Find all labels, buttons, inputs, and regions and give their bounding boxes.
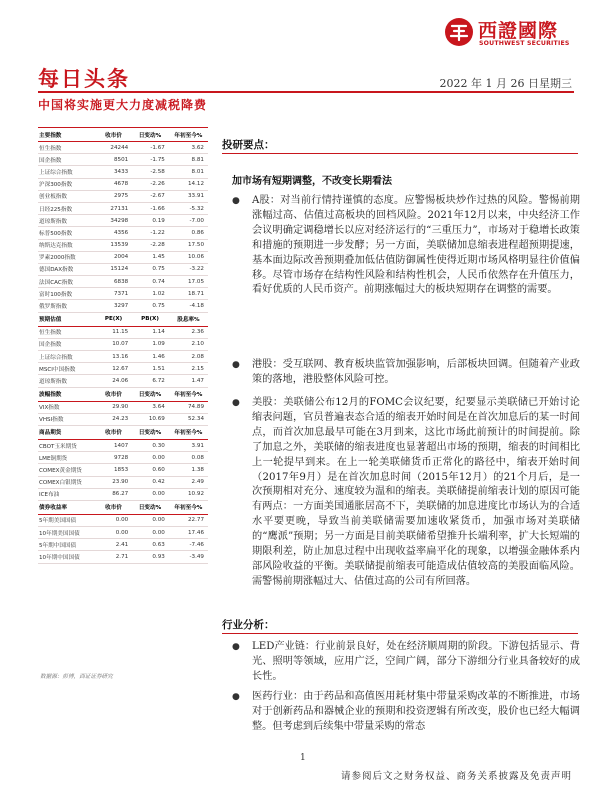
table-cell-value: 1.38 (168, 464, 208, 476)
bullet-text: 医药行业：由于药品和高值医用耗材集中带量采购改革的不断推进，市场对于创新药品和器械企业的预期和投资逻辑有所改变，股价也已经大幅调整。但考虑到后续集中带量采购的常态 (252, 691, 580, 732)
table-cell-value: 2.10 (168, 338, 208, 350)
table-cell-value: 22.77 (168, 514, 208, 526)
table-cell-value: 52.34 (168, 413, 208, 425)
table-row (38, 351, 208, 363)
table-cell-value: 2.41 (95, 539, 131, 551)
table-cell-value: 4678 (95, 178, 131, 190)
table-header-row (38, 128, 208, 142)
page-number: 1 (300, 753, 306, 763)
table-cell-value: 24244 (95, 142, 131, 154)
table-cell-value: 3433 (95, 166, 131, 178)
table-cell-value: 17.46 (168, 527, 208, 539)
table-cell-value: 1853 (95, 464, 131, 476)
table-cell-name: 纳斯达克指数 (38, 239, 95, 251)
table-cell-name: MSCI中国指数 (38, 363, 95, 375)
table-cell-name: COMEX白银期货 (38, 476, 95, 488)
table-header-cell: 年初至今% (168, 500, 208, 514)
table-header-cell: 年初至今% (168, 425, 208, 439)
table-cell-value: 0.93 (131, 551, 168, 563)
bullet-icon: ● (232, 398, 240, 408)
table-cell-name: 法国CAC指数 (38, 276, 95, 288)
data-source-note: 数据源：彭博，西证证券研究 (40, 674, 113, 680)
table-row (38, 263, 208, 275)
table-cell-value: 0.60 (131, 464, 168, 476)
table-cell-value: 1.02 (131, 288, 168, 300)
bullet-icon: ● (232, 642, 240, 652)
table-cell-value: -1.67 (131, 142, 168, 154)
table-row (38, 464, 208, 476)
table-cell-value: 10.06 (168, 251, 208, 263)
table-cell-name: 5年期中国国债 (38, 539, 95, 551)
table-header-cell: 预期估值 (38, 312, 95, 326)
table-cell-value: 12.67 (95, 363, 131, 375)
table-cell-value: 1.47 (168, 375, 208, 387)
table-cell-value: 10.92 (168, 488, 208, 500)
table-header-row (38, 500, 208, 514)
table-row (38, 190, 208, 202)
report-title: 每日头条 (38, 67, 130, 91)
report-date: 2022 年 1 月 26 日星期三 (439, 77, 572, 90)
table-cell-value: 0.30 (131, 439, 168, 451)
header-divider (38, 91, 574, 93)
table-cell-value: 11.15 (95, 326, 131, 338)
report-subtitle: 中国将实施更大力度减税降费 (38, 98, 208, 112)
bullet-text: 美股：美联储公布12月的FOMC会议纪要，纪要显示美联储已开始讨论缩表问题，官员普遍表态合适的缩表开始时间是在首次加息后的某一时间点，而首次加息最早可能在3月到来，这比市场此前预计的时间提前。除了加息之外，美联储的缩表进度也显著超出市场的预期，缩表的时间相比上一轮提早到来。在上一轮美联储货币正常化的路径中，缩表开始时间（2017年9月）是在首次加息时间（2015年12月）的21个月后，是一次预期相对充分、速度较为温和的缩表。美联储提前缩表计划的原因可能有两点：一方面美国通胀居高不下，美联储的加息进度比市场认为的合适水平要更晚，导致当前美联储需要加速收紧货币，加强市场对美联储的“鹰派”预期；另一方面是目前美联储希望推升长端利率，扩大长短端的期限利差，防止加息过程中出现收益率扁平化的现象，以增强金融体系内部风险收益的平衡。美联储提前缩表可能造成估值较高的美股面临风险。需警惕前期涨幅过大、估值过高的公司有所回落。 (252, 397, 580, 587)
table-cell-value: 27131 (95, 202, 131, 214)
table-row (38, 215, 208, 227)
table-cell-value: 24.06 (95, 375, 131, 387)
table-cell-name: 5年期美国国债 (38, 514, 95, 526)
table-cell-name: 罗素2000指数 (38, 251, 95, 263)
table-cell-value: 17.05 (168, 276, 208, 288)
table-cell-value: 1.45 (131, 251, 168, 263)
table-cell-value: 0.63 (131, 539, 168, 551)
bullet-pharma-industry (232, 690, 580, 735)
table-cell-name: 国企指数 (38, 154, 95, 166)
table-header-cell: 收市价 (95, 128, 131, 142)
table-header-cell: 股息率% (168, 312, 208, 326)
table-row (38, 300, 208, 312)
table-cell-value: -1.22 (131, 227, 168, 239)
table-header-cell: 债券收益率 (38, 500, 95, 514)
table-header-cell: 年初至今% (168, 128, 208, 142)
table-row (38, 375, 208, 387)
table-cell-name: 富时100指数 (38, 288, 95, 300)
table-cell-value: 0.19 (131, 215, 168, 227)
table-row (38, 488, 208, 500)
table-cell-name: 道琼斯指数 (38, 375, 95, 387)
table-row (38, 142, 208, 154)
table-cell-value: 0.00 (131, 452, 168, 464)
table-cell-name: VHSI指数 (38, 413, 95, 425)
table-cell-name: LME铜期货 (38, 452, 95, 464)
table-header-cell: 主要指数 (38, 128, 95, 142)
brand-name-en: SOUTHWEST SECURITIES (479, 40, 570, 47)
table-cell-value: 1.14 (131, 326, 168, 338)
table-cell-value: 1.09 (131, 338, 168, 350)
table-cell-value: 29.90 (95, 401, 131, 413)
subsection-title: 加市场有短期调整，不改变长期看法 (232, 176, 392, 187)
table-cell-value: 8.01 (168, 166, 208, 178)
table-header-cell: 收市价 (95, 387, 131, 401)
table-cell-name: 恒生指数 (38, 142, 95, 154)
table-cell-value: 1407 (95, 439, 131, 451)
table-cell-value: 3.91 (168, 439, 208, 451)
table-cell-name: 德国DAX指数 (38, 263, 95, 275)
table-cell-value: 2.08 (168, 351, 208, 363)
table-row (38, 288, 208, 300)
table-cell-value: -7.00 (168, 215, 208, 227)
table-cell-name: 上证综合指数 (38, 166, 95, 178)
table-cell-value: 1.46 (131, 351, 168, 363)
table-cell-value: 74.89 (168, 401, 208, 413)
table-cell-value: 0.74 (131, 276, 168, 288)
table-header-cell: 收市价 (95, 425, 131, 439)
table-cell-value: 6.72 (131, 375, 168, 387)
table-cell-name: CBOT玉米期货 (38, 439, 95, 451)
table-cell-value: 6838 (95, 276, 131, 288)
table-row (38, 227, 208, 239)
table-cell-value: -3.22 (168, 263, 208, 275)
table-cell-value: -7.46 (168, 539, 208, 551)
table-row (38, 539, 208, 551)
table-cell-value: -5.32 (168, 202, 208, 214)
table-cell-value: 24.23 (95, 413, 131, 425)
section-divider (222, 153, 578, 154)
table-row (38, 413, 208, 425)
bullet-hk-stocks (232, 358, 580, 388)
bullet-text: 港股：受互联网、教育板块监管加强影响，后部板块回调。但随着产业政策的落地，港股整体风险可控。 (252, 359, 580, 385)
table-cell-value: 10.07 (95, 338, 131, 350)
bullet-a-shares (232, 194, 580, 298)
table-cell-value: 10.69 (131, 413, 168, 425)
table-header-row (38, 312, 208, 326)
table-cell-value: 2004 (95, 251, 131, 263)
table-cell-value: 14.12 (168, 178, 208, 190)
table-cell-name: 10年期美国国债 (38, 527, 95, 539)
table-cell-value: 0.00 (131, 527, 168, 539)
table-cell-value: 0.08 (168, 452, 208, 464)
table-cell-value: 34298 (95, 215, 131, 227)
table-header-row (38, 425, 208, 439)
section-title-key-points: 投研要点： (222, 139, 275, 151)
table-cell-name: 俄罗斯指数 (38, 300, 95, 312)
table-row (38, 476, 208, 488)
table-row (38, 363, 208, 375)
table-cell-value: 0.00 (95, 514, 131, 526)
bullet-text: A股：对当前行情持谨慎的态度。应警惕板块炒作过热的风险。警惕前期涨幅过高、估值过高板块的回档风险。2021年12月以来，中央经济工作会议明确定调稳增长以应对经济运行的“三重压力”，市场对于稳增长政策和措施的预期进一步发酵；另一方面，美联储加息缩表进程超预期提速，基本面边际改善预期叠加低估值防御属性使得近期市场风格明显往价值偏移。尽管市场存在结构性风险和结构性机会，人民币依然存在升值压力，看好优质的人民币资产。前期涨幅过大的板块短期存在调整的需要。 (252, 195, 580, 296)
table-header-cell: PE(X) (95, 312, 131, 326)
table-cell-value: 18.71 (168, 288, 208, 300)
table-cell-value: -2.58 (131, 166, 168, 178)
table-header-cell: 年初至今% (168, 387, 208, 401)
table-row (38, 239, 208, 251)
table-cell-name: 恒生指数 (38, 326, 95, 338)
table-cell-value: 2.15 (168, 363, 208, 375)
table-cell-value: 86.27 (95, 488, 131, 500)
table-row (38, 401, 208, 413)
table-cell-name: 10年期中国国债 (38, 551, 95, 563)
table-row (38, 166, 208, 178)
table-header-cell: 收市价 (95, 500, 131, 514)
table-cell-value: 3.62 (168, 142, 208, 154)
table-cell-value: 2.49 (168, 476, 208, 488)
table-cell-value: 15124 (95, 263, 131, 275)
table-cell-value: 7371 (95, 288, 131, 300)
table-cell-value: 17.50 (168, 239, 208, 251)
table-cell-name: 创业板指数 (38, 190, 95, 202)
table-cell-name: COMEX黄金期货 (38, 464, 95, 476)
table-cell-value: 0.00 (95, 527, 131, 539)
table-cell-value: 8501 (95, 154, 131, 166)
table-header-cell: 商品期货 (38, 425, 95, 439)
table-header-cell: 日变动% (131, 387, 168, 401)
brand-mark-icon (444, 17, 474, 47)
table-cell-value: 0.00 (131, 488, 168, 500)
table-row (38, 527, 208, 539)
table-cell-value: 0.75 (131, 300, 168, 312)
table-cell-value: 13.16 (95, 351, 131, 363)
table-cell-name: 标普500指数 (38, 227, 95, 239)
table-cell-value: -1.66 (131, 202, 168, 214)
table-cell-value: 3297 (95, 300, 131, 312)
table-header-cell: PB(X) (131, 312, 168, 326)
table-cell-value: 33.91 (168, 190, 208, 202)
table-row (38, 338, 208, 350)
table-cell-value: -2.67 (131, 190, 168, 202)
bullet-icon: ● (232, 692, 240, 702)
table-cell-name: 沪深300指数 (38, 178, 95, 190)
table-cell-value: -3.49 (168, 551, 208, 563)
table-row (38, 551, 208, 563)
table-cell-value: 9728 (95, 452, 131, 464)
table-cell-value: -2.28 (131, 239, 168, 251)
table-cell-value: 0.00 (131, 514, 168, 526)
bullet-text: LED产业链：行业前景良好，处在经济顺周期的阶段。下游包括显示、背光、照明等领域，应用广泛，空间广阔，部分下游细分行业具备较好的成长性。 (252, 641, 580, 682)
table-cell-name: 上证综合指数 (38, 351, 95, 363)
bullet-us-stocks (232, 396, 580, 590)
section-title-industry: 行业分析： (222, 619, 275, 631)
table-cell-value: 0.75 (131, 263, 168, 275)
footer-disclaimer: 请参阅后文之财务权益、商务关系披露及免责声明 (340, 771, 572, 782)
bullet-icon: ● (232, 360, 240, 370)
market-data-table (38, 127, 208, 564)
table-cell-value: 2.36 (168, 326, 208, 338)
table-header-cell: 日变动% (131, 425, 168, 439)
table-row (38, 326, 208, 338)
table-cell-name: VIX指数 (38, 401, 95, 413)
bullet-led-industry (232, 640, 580, 685)
brand-logo (444, 16, 584, 50)
table-cell-value: 0.42 (131, 476, 168, 488)
table-cell-value: 8.81 (168, 154, 208, 166)
table-cell-value: -4.18 (168, 300, 208, 312)
table-row (38, 178, 208, 190)
table-cell-value: 2.71 (95, 551, 131, 563)
table-cell-value: 23.90 (95, 476, 131, 488)
section-divider (222, 633, 578, 634)
table-header-cell: 波幅指数 (38, 387, 95, 401)
table-cell-value: -1.75 (131, 154, 168, 166)
table-row (38, 251, 208, 263)
table-row (38, 154, 208, 166)
table-row (38, 452, 208, 464)
table-row (38, 439, 208, 451)
table-header-cell: 日变动% (131, 500, 168, 514)
table-header-cell: 日变动% (131, 128, 168, 142)
table-cell-value: 2975 (95, 190, 131, 202)
table-cell-name: 道琼斯指数 (38, 215, 95, 227)
table-row (38, 202, 208, 214)
table-cell-value: 3.64 (131, 401, 168, 413)
table-cell-value: 1.51 (131, 363, 168, 375)
table-cell-value: -2.26 (131, 178, 168, 190)
bullet-icon: ● (232, 196, 240, 206)
table-cell-value: 4356 (95, 227, 131, 239)
table-cell-name: 日经225指数 (38, 202, 95, 214)
brand-name-cn: 西證國際 (478, 20, 559, 42)
table-row (38, 514, 208, 526)
table-header-row (38, 387, 208, 401)
table-cell-value: 0.86 (168, 227, 208, 239)
table-cell-name: ICE布油 (38, 488, 95, 500)
table-row (38, 276, 208, 288)
table-cell-value: 13539 (95, 239, 131, 251)
table-cell-name: 国企指数 (38, 338, 95, 350)
